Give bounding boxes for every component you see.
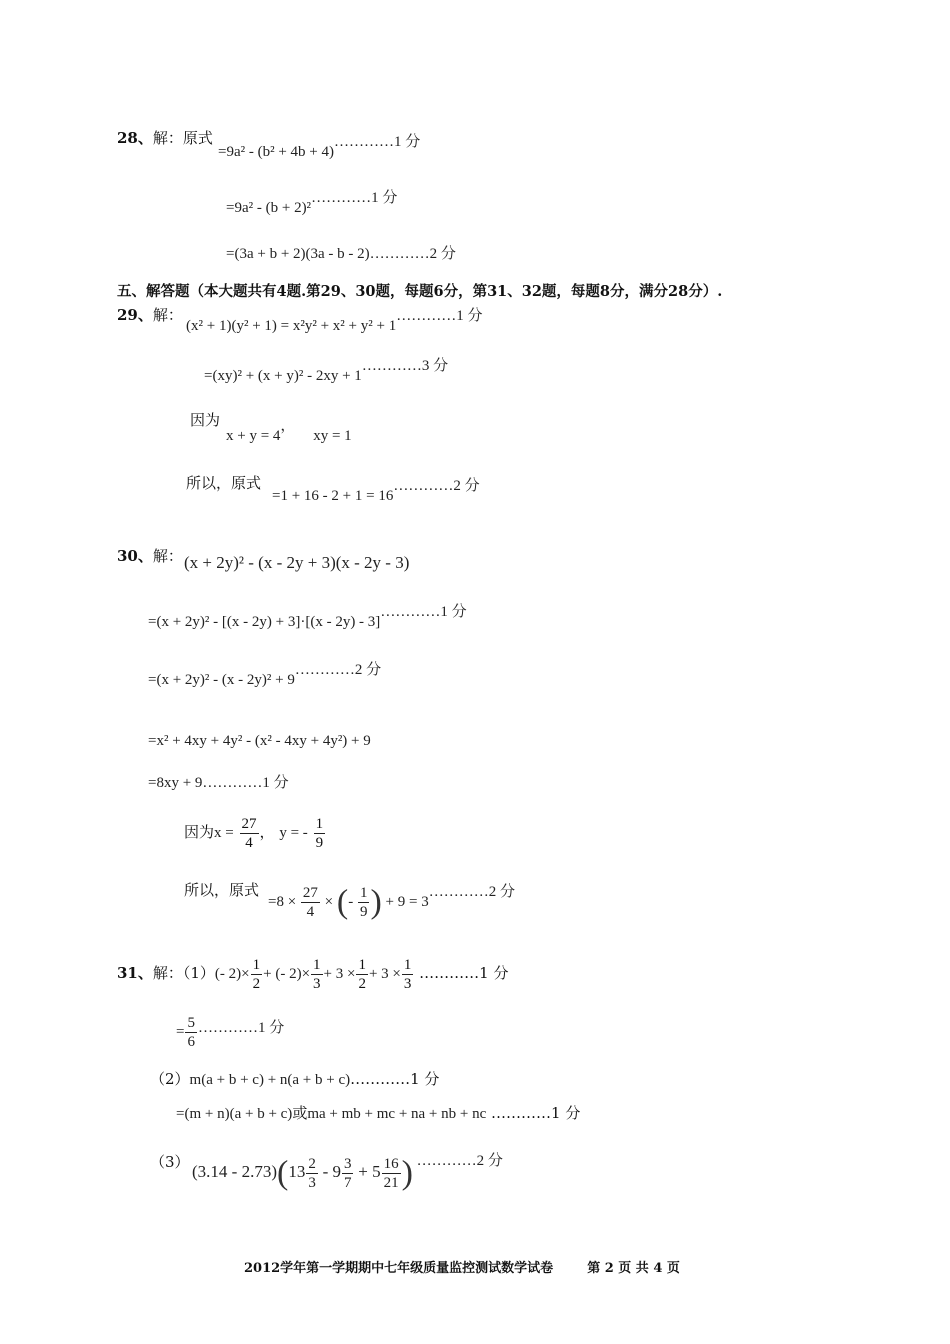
q31-part2-line2: [176, 1103, 580, 1124]
q28-line2: [226, 190, 398, 218]
q30-label: 30、: [117, 547, 153, 565]
q30-res-neg: -: [348, 894, 354, 910]
q30-header: [117, 546, 183, 566]
q31-p3-rparen: ): [401, 1154, 413, 1192]
q28-line1: [218, 134, 421, 162]
q31-p1-eq: =: [176, 1024, 185, 1040]
q30-line4: [148, 773, 289, 793]
q29-cond2: xy = 1: [313, 428, 352, 444]
q30-res-c: + 9 = 3: [385, 894, 429, 910]
q31-p2-or: 或: [292, 1104, 308, 1122]
q31-score2: …………1 分: [197, 1020, 285, 1036]
q30-res-fraction1: [301, 884, 320, 921]
q28-header: [117, 128, 213, 148]
q30-res-fraction2: [358, 884, 370, 921]
q30-res-lparen: (: [336, 883, 349, 921]
q29-result: [272, 478, 480, 506]
q31-p1-b: + (- 2)×: [263, 966, 311, 982]
q31-frac3-den: 2: [358, 975, 366, 992]
q30-cond-sep: ，: [259, 823, 275, 841]
q31-p3-frac1: [306, 1155, 318, 1192]
q31-p1-frac2: [311, 956, 323, 993]
q30-score4: …………1 分: [202, 775, 289, 791]
q28-line1-expr: =9a² - (b² + 4b + 4): [218, 144, 335, 160]
q28-score2: …………1 分: [311, 190, 398, 206]
q31-p3-w1: 13: [288, 1162, 306, 1181]
footer-title: 2012学年第一学期期中七年级质量监控测试数学试卷: [244, 1261, 554, 1276]
q29-score2: …………3 分: [361, 358, 449, 374]
q31-part1-result: [176, 1012, 284, 1052]
q31-p3-d2: 7: [343, 1175, 352, 1192]
q31-part2-line1: [150, 1069, 439, 1090]
q30-res-num2: 1: [359, 885, 368, 902]
q30-y-fraction: [314, 815, 326, 852]
q30-res-num1: 27: [302, 885, 318, 902]
q29-line1-expr: (x² + 1)(y² + 1) = x²y² + x² + y² + 1: [186, 318, 397, 334]
q29-header: [117, 305, 183, 325]
q30-line4-expr: =8xy + 9: [148, 775, 203, 791]
q30-line2-expr: =(x + 2y)² - (x - 2y)² + 9: [148, 672, 295, 688]
q30-x-fraction: [240, 815, 259, 852]
q31-p2-line1-expr: m(a + b + c) + n(a + b + c): [189, 1072, 351, 1088]
footer: [244, 1259, 680, 1279]
q31-p3-op2: + 5: [358, 1162, 381, 1181]
q31-p1-res-fraction: [185, 1014, 197, 1051]
q31-part1: [117, 953, 508, 994]
q31-frac4-den: 3: [403, 975, 412, 992]
q31-score5: …………2 分: [416, 1153, 503, 1169]
q31-p3-d3: 21: [383, 1175, 399, 1192]
q30-line1: [148, 604, 467, 632]
q30-cond-y: y = -: [279, 825, 308, 841]
q31-p1-a: (- 2)×: [214, 966, 250, 982]
q31-p1-frac3: [356, 956, 368, 993]
q29-score3: …………2 分: [393, 478, 480, 494]
q31-label: 31、: [117, 964, 153, 982]
q29-because: 因为: [190, 411, 221, 429]
q31-p3-frac2: [342, 1155, 354, 1192]
q28-label: 28、: [117, 129, 153, 147]
q31-p3-frac3: [382, 1155, 401, 1192]
q29-line1: [186, 308, 483, 336]
q31-p2-line2a: =(m + n)(a + b + c): [176, 1106, 293, 1122]
q30-res-den1: 4: [306, 904, 315, 921]
q29-therefore: 所以，原式: [186, 474, 262, 492]
q31-frac2-num: 1: [313, 956, 321, 973]
q31-p3-n1: 2: [308, 1156, 316, 1173]
q31-frac1-den: 2: [252, 975, 261, 992]
q31-score3: …………1 分: [350, 1070, 440, 1088]
q30-x-den: 4: [245, 834, 253, 851]
q30-score5: …………2 分: [428, 884, 515, 900]
q30-line2: [148, 662, 382, 690]
q29-line2-expr: =(xy)² + (x + y)² - 2xy + 1: [204, 368, 362, 384]
q30-therefore: 所以，原式: [184, 881, 260, 899]
q30-score1: …………1 分: [380, 604, 467, 620]
q29-comma: ，: [280, 418, 296, 434]
q31-frac4-num: 1: [403, 956, 412, 973]
q30-res-rparen: ): [370, 883, 382, 921]
q31-p2-line2b: ma + mb + mc + na + nb + nc: [307, 1106, 487, 1122]
q30-res-den2: 9: [359, 904, 368, 921]
q31-p2-label: （2）: [150, 1070, 190, 1088]
q31-p1-frac4: [402, 956, 414, 993]
q31-score4: …………1 分: [491, 1104, 581, 1122]
q30-line1-expr: =(x + 2y)² - [(x - 2y) + 3]·[(x - 2y) - 3]: [148, 614, 381, 630]
q31-p1-d: + 3 ×: [368, 966, 401, 982]
q29-cond1: x + y = 4: [226, 428, 281, 444]
q30-cond-x: x =: [214, 825, 234, 841]
q31-frac2-den: 3: [313, 975, 321, 992]
q28-score1: …………1 分: [334, 134, 421, 150]
q29-line2: [204, 358, 449, 386]
q31-p1-res-den: 6: [187, 1034, 195, 1051]
q30-conditions: [184, 812, 326, 853]
q31-p1-res-num: 5: [187, 1015, 195, 1032]
q30-result: [268, 880, 515, 925]
q31-part3: [192, 1150, 503, 1196]
q31-score1: …………1 分: [419, 964, 509, 982]
q31-frac3-num: 1: [358, 956, 366, 973]
q30-x-num: 27: [241, 815, 257, 832]
q28-score3: …………2 分: [369, 246, 456, 262]
q31-p1-frac1: [251, 956, 263, 993]
q30-res-b: ×: [324, 894, 334, 910]
q29-conditions: [226, 418, 352, 446]
q31-p3-n3: 16: [383, 1156, 399, 1173]
q30-intro: 解：: [152, 547, 183, 565]
q31-frac1-num: 1: [252, 956, 261, 973]
q31-intro: 解：（1）: [152, 964, 215, 982]
q28-line3: [226, 244, 456, 264]
q30-line3: =x² + 4xy + 4y² - (x² - 4xy + 4y²) + 9: [148, 733, 371, 749]
q30-line0: (x + 2y)² - (x - 2y + 3)(x - 2y - 3): [184, 553, 410, 572]
q30-y-num: 1: [315, 815, 324, 832]
q28-line2-expr: =9a² - (b + 2)²: [226, 200, 312, 216]
footer-page: 第 2 页 共 4 页: [587, 1261, 680, 1276]
q30-because: 因为: [184, 823, 215, 841]
q31-part3-label: （3）: [150, 1153, 190, 1171]
q31-p3-lparen: (: [276, 1154, 289, 1192]
q30-y-den: 9: [315, 834, 324, 851]
q29-score1: …………1 分: [396, 308, 483, 324]
q31-p3-a: (3.14 - 2.73): [192, 1162, 277, 1181]
q30-res-a: =8 ×: [268, 894, 297, 910]
q29-label: 29、: [117, 306, 153, 324]
q31-p3-op1: - 9: [322, 1162, 341, 1181]
q28-line3-expr: =(3a + b + 2)(3a - b - 2): [226, 246, 370, 262]
q31-p1-c: + 3 ×: [323, 966, 356, 982]
q30-score2: …………2 分: [294, 662, 382, 678]
q28-intro: 解：原式: [152, 129, 213, 147]
q31-p3-d1: 3: [308, 1175, 316, 1192]
q31-p3-n2: 3: [343, 1156, 352, 1173]
q29-result-expr: =1 + 16 - 2 + 1 = 16: [272, 488, 394, 504]
q29-intro: 解：: [152, 306, 183, 324]
section5-heading: 五、解答题（本大题共有4题.第29、30题，每题6分，第31、32题，每题8分，满分28分）.: [117, 283, 723, 300]
